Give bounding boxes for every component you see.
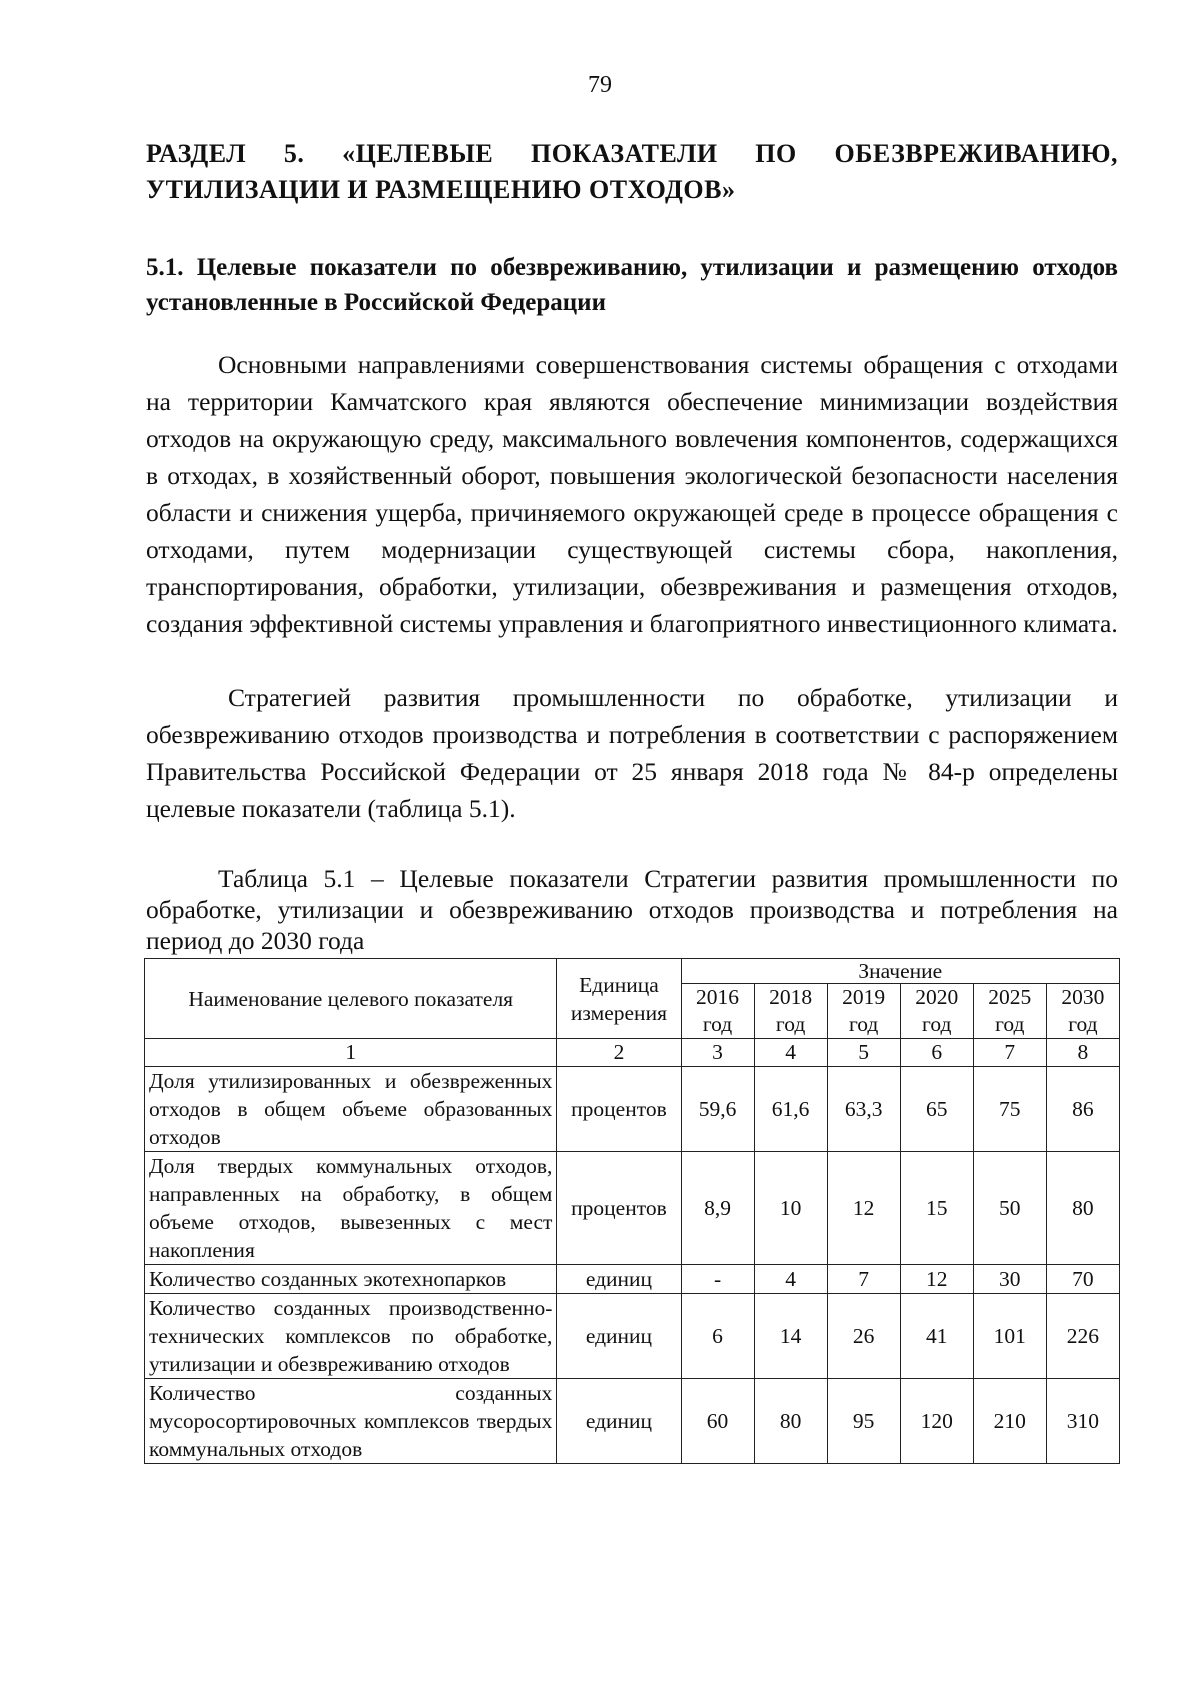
- header-unit: Единица измерения: [557, 959, 681, 1039]
- table-row: [145, 1265, 1120, 1294]
- indicator-value: 86: [1046, 1067, 1119, 1152]
- indicator-name: Количество созданных экотехнопарков: [145, 1265, 557, 1294]
- indicator-value: 15: [900, 1152, 973, 1265]
- indicators-table: [144, 958, 1120, 1464]
- paragraph: Основными направлениями совершенствования системы обращения с отходами на территории Камчатского края являются обеспечение минимизации воздействия отходов на окружающую среду, максимального вовлечения компонентов, содержащихся в отходах, в хозяйственный оборот, повышения экологической безопасности населения области и снижения ущерба, причиняемого окружающей среде в процессе обращения с отходами, путем модернизации существующей системы сбора, накопления, транспортирования, обработки, утилизации, обезвреживания и размещения отходов, создания эффективной системы управления и благоприятного инвестиционного климата.: [146, 350, 1118, 638]
- indicator-value: 226: [1046, 1294, 1119, 1379]
- header-indicator-name: Наименование целевого показателя: [145, 959, 557, 1039]
- indicator-value: 80: [754, 1379, 827, 1464]
- indicator-value: 65: [900, 1067, 973, 1152]
- indicator-unit: процентов: [557, 1067, 681, 1152]
- column-number: 5: [827, 1039, 900, 1067]
- table-row: [145, 1294, 1120, 1379]
- indicator-value: 60: [681, 1379, 754, 1464]
- indicator-name: Доля твердых коммунальных отходов, направленных на обработку, в общем объеме отходов, вывезенных с мест накопления: [145, 1152, 557, 1265]
- column-number: 8: [1046, 1039, 1119, 1067]
- indicator-value: 10: [754, 1152, 827, 1265]
- indicator-value: 59,6: [681, 1067, 754, 1152]
- header-value: Значение: [681, 959, 1120, 984]
- indicator-unit: единиц: [557, 1379, 681, 1464]
- indicator-value: 310: [1046, 1379, 1119, 1464]
- table-row: [145, 1067, 1120, 1152]
- indicator-value: 8,9: [681, 1152, 754, 1265]
- indicator-value: 14: [754, 1294, 827, 1379]
- subsection-title: 5.1. Целевые показатели по обезвреживанию, утилизации и размещению отходов установленные в Российской Федерации: [146, 254, 1118, 316]
- indicator-name: Доля утилизированных и обезвреженных отходов в общем объеме образованных отходов: [145, 1067, 557, 1152]
- indicator-value: 26: [827, 1294, 900, 1379]
- indicator-value: 50: [973, 1152, 1046, 1265]
- indicator-value: 101: [973, 1294, 1046, 1379]
- table-caption: Таблица 5.1 – Целевые показатели Стратегии развития промышленности по обработке, утилизации и обезвреживанию отходов производства и потребления на период до 2030 года: [146, 864, 1118, 955]
- indicator-value: 120: [900, 1379, 973, 1464]
- indicator-value: 75: [973, 1067, 1046, 1152]
- indicator-value: 61,6: [754, 1067, 827, 1152]
- indicator-value: 80: [1046, 1152, 1119, 1265]
- indicator-value: 70: [1046, 1265, 1119, 1294]
- header-year: 2030 год: [1046, 984, 1119, 1039]
- indicator-name: Количество созданных производственно-технических комплексов по обработке, утилизации и обезвреживанию отходов: [145, 1294, 557, 1379]
- indicator-value: 6: [681, 1294, 754, 1379]
- indicator-name: Количество созданных мусоросортировочных комплексов твердых коммунальных отходов: [145, 1379, 557, 1464]
- indicator-value: 12: [827, 1152, 900, 1265]
- header-year: 2016 год: [681, 984, 754, 1039]
- paragraph: Стратегией развития промышленности по обработке, утилизации и обезвреживанию отходов производства и потребления в соответствии с распоряжением Правительства Российской Федерации от 25 января 2018 года № 84-р определены целевые показатели (таблица 5.1).: [146, 683, 1118, 823]
- indicator-unit: единиц: [557, 1294, 681, 1379]
- indicator-value: 41: [900, 1294, 973, 1379]
- indicator-value: 30: [973, 1265, 1046, 1294]
- indicator-value: 4: [754, 1265, 827, 1294]
- indicator-value: 95: [827, 1379, 900, 1464]
- indicator-unit: единиц: [557, 1265, 681, 1294]
- column-number: 3: [681, 1039, 754, 1067]
- page-number: 79: [588, 72, 612, 98]
- column-number: 4: [754, 1039, 827, 1067]
- indicator-value: 12: [900, 1265, 973, 1294]
- indicator-value: -: [681, 1265, 754, 1294]
- indicator-unit: процентов: [557, 1152, 681, 1265]
- table-row: [145, 1379, 1120, 1464]
- column-number: 6: [900, 1039, 973, 1067]
- indicator-value: 63,3: [827, 1067, 900, 1152]
- header-year: 2025 год: [973, 984, 1046, 1039]
- column-number: 1: [145, 1039, 557, 1067]
- table-row: [145, 1152, 1120, 1265]
- header-year: 2018 год: [754, 984, 827, 1039]
- indicator-value: 210: [973, 1379, 1046, 1464]
- column-number: 2: [557, 1039, 681, 1067]
- indicator-value: 7: [827, 1265, 900, 1294]
- column-number: 7: [973, 1039, 1046, 1067]
- header-year: 2020 год: [900, 984, 973, 1039]
- section-title: РАЗДЕЛ 5. «ЦЕЛЕВЫЕ ПОКАЗАТЕЛИ ПО ОБЕЗВРЕЖИВАНИЮ, УТИЛИЗАЦИИ И РАЗМЕЩЕНИЮ ОТХОДОВ»: [146, 139, 1118, 204]
- header-year: 2019 год: [827, 984, 900, 1039]
